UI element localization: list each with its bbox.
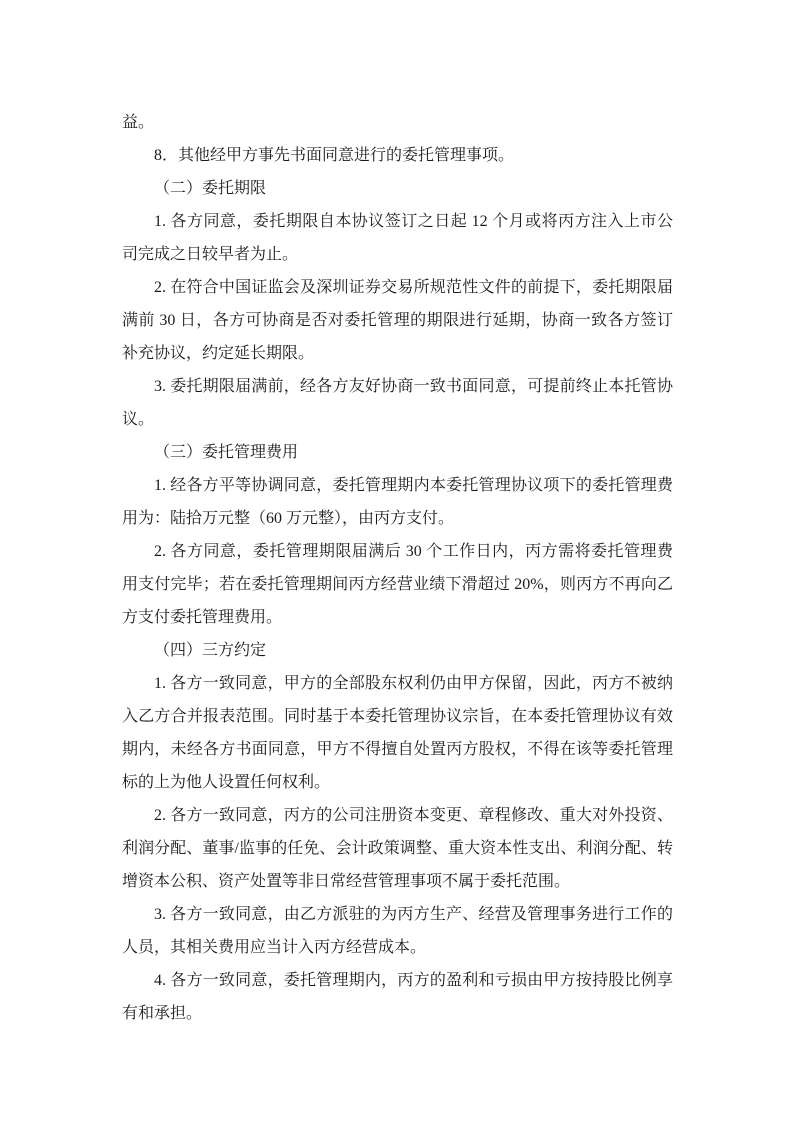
clause-item: 1. 经各方平等协调同意，委托管理期内本委托管理协议项下的委托管理费用为：陆拾万元整（60 万元整），由丙方支付。 [122,477,673,527]
document-body-text [122,106,673,1030]
clause-item: 2. 各方一致同意，丙方的公司注册资本变更、章程修改、重大对外投资、利润分配、董事/监事的任免、会计政策调整、重大资本性支出、利润分配、转增资本公积、资产处置等非日常经营管理事项不属于委托范围。 [122,807,673,890]
clause-item: 3. 委托期限届满前，经各方友好协商一致书面同意，可提前终止本托管协议。 [122,378,673,428]
clause-item: 4. 各方一致同意，委托管理期内，丙方的盈利和亏损由甲方按持股比例享有和承担。 [122,972,673,1022]
clause-item: 1. 各方同意，委托期限自本协议签订之日起 12 个月或将丙方注入上市公司完成之日较早者为止。 [122,213,673,263]
section-heading: （四）三方约定 [154,642,267,659]
section-heading: （三）委托管理费用 [154,444,299,461]
continuation-text: 益。 [122,114,155,131]
clause-item: 1. 各方一致同意，甲方的全部股东权利仍由甲方保留，因此，丙方不被纳入乙方合并报表范围。同时基于本委托管理协议宗旨，在本委托管理协议有效期内，未经各方书面同意，甲方不得擅自处置丙方股权，不得在该等委托管理标的上为他人设置任何权利。 [122,675,673,791]
clause-item: 2. 在符合中国证监会及深圳证券交易所规范性文件的前提下，委托期限届满前 30 日，各方可协商是否对委托管理的期限进行延期，协商一致各方签订补充协议，约定延长期限。 [122,279,673,362]
clause-item: 2. 各方同意，委托管理期限届满后 30 个工作日内，丙方需将委托管理费用支付完毕；若在委托管理期间丙方经营业绩下滑超过 20%，则丙方不再向乙方支付委托管理费用。 [122,543,673,626]
clause-item: 3. 各方一致同意，由乙方派驻的为丙方生产、经营及管理事务进行工作的人员，其相关费用应当计入丙方经营成本。 [122,906,673,956]
clause-item: 8．其他经甲方事先书面同意进行的委托管理事项。 [154,147,515,164]
section-heading: （二）委托期限 [154,180,267,197]
